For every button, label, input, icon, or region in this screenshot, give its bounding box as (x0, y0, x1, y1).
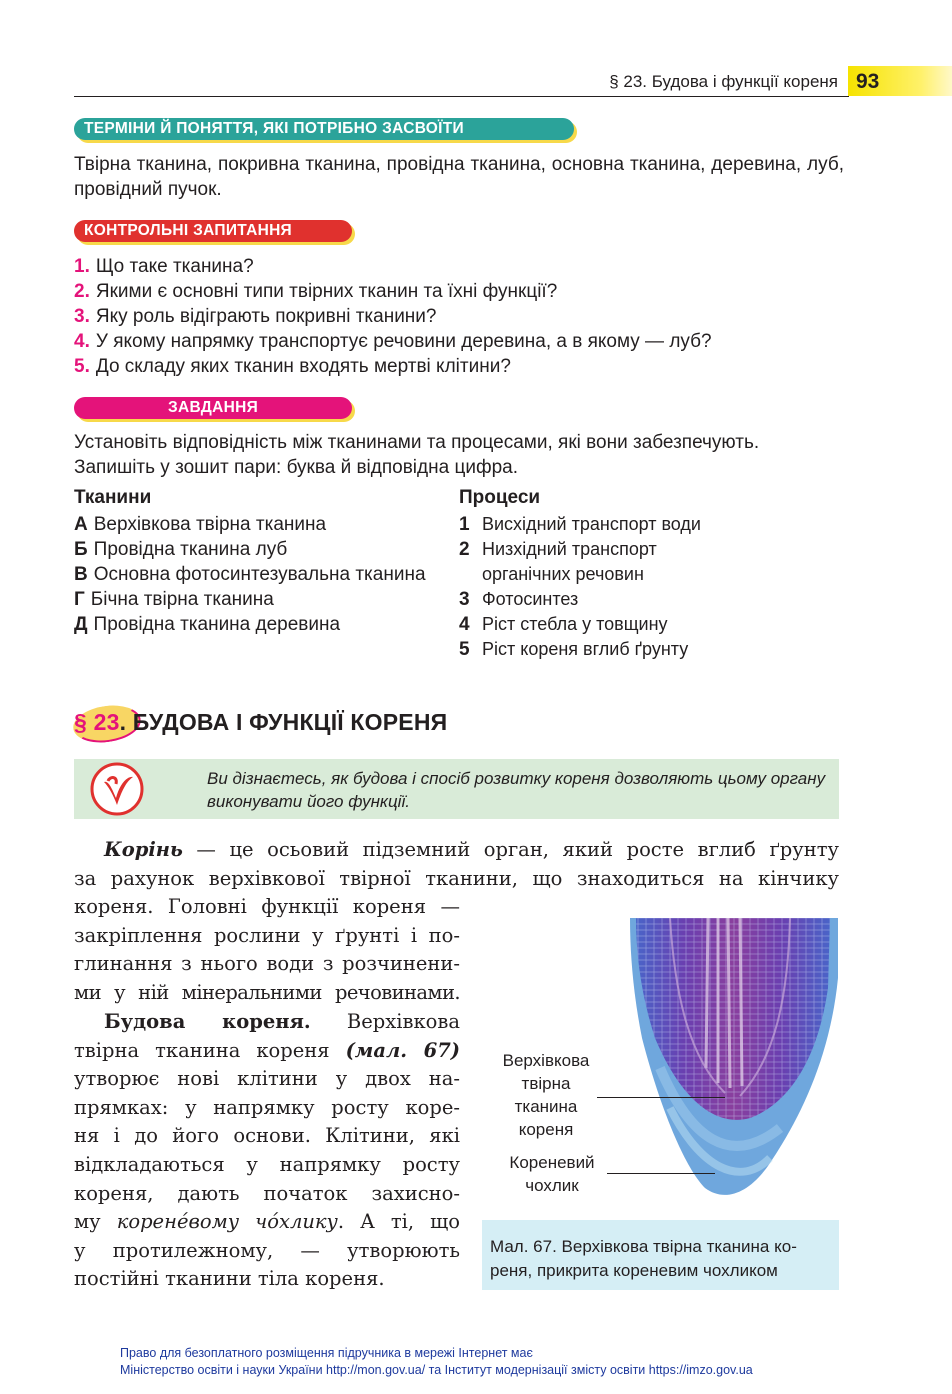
section-title (74, 709, 447, 736)
task-line: Установіть відповідність між тканинами та процесами, які вони забезпечують. (74, 432, 760, 453)
process-text: Ріст стебла у товщину (482, 614, 668, 634)
tissues-list (74, 512, 426, 637)
question-text: У якому напрямку транспортує речовини деревина, а в якому — луб? (95, 331, 712, 352)
body-line: утворює нові клітини у двох на- (74, 1067, 460, 1091)
body-line: у протилежному, — утворюють (74, 1238, 460, 1262)
caption-line: Мал. 67. Верхівкова твірна тканина ко- (490, 1237, 797, 1256)
tissue-item (74, 537, 426, 562)
process-item (459, 512, 701, 537)
body-narrow-paragraph-2 (74, 1008, 460, 1294)
question-item (74, 279, 712, 304)
process-item-continuation: органічних речовин (482, 564, 644, 584)
tissue-text: Верхівкова твірна тканина (93, 514, 327, 535)
figure-caption (490, 1235, 835, 1283)
figure-label-line: Верхівкова (502, 1051, 590, 1070)
process-number: 2 (459, 539, 470, 560)
process-number: 4 (459, 614, 470, 635)
processes-heading: Процеси (459, 487, 541, 508)
tissue-item (74, 562, 426, 587)
root-tip-micrograph (630, 918, 838, 1208)
body-line: відкладаються у напрямку росту (74, 1152, 460, 1176)
body-text: твірна тканина кореня (74, 1038, 330, 1062)
question-number: 5. (74, 356, 90, 377)
tissue-letter: А (74, 514, 88, 535)
terms-text: Твірна тканина, покривна тканина, провідна тканина, основна тканина, деревина, луб, провідний пучок. (74, 154, 844, 200)
section-title-text: . БУДОВА І ФУНКЦІЇ КОРЕНЯ (119, 709, 448, 735)
question-item (74, 354, 712, 379)
term-root: Корінь (104, 838, 183, 861)
question-number: 3. (74, 306, 90, 327)
figure-label-line: твірна (521, 1074, 571, 1093)
task-text (74, 430, 844, 480)
body-line: глинання з нього води з розчинени- (74, 952, 460, 976)
body-line: за рахунок верхівкової твірної тканини, що знаходиться на кінчику (74, 866, 839, 890)
task-heading: ЗАВДАННЯ (74, 397, 352, 419)
body-line (74, 1008, 460, 1037)
tissue-letter: В (74, 564, 88, 585)
tissue-item (74, 587, 426, 612)
body-line: закріплення рослини у ґрунті і по- (74, 923, 460, 947)
process-item (459, 612, 701, 637)
process-text: Фотосинтез (482, 589, 579, 609)
body-line: кореня. Головні функції кореня — (74, 895, 460, 918)
tissue-text: Провідна тканина луб (93, 539, 288, 560)
section-number: § 23 (74, 709, 120, 735)
question-text: Яку роль відіграють покривні тканини? (95, 306, 437, 327)
checkmark-heart-icon (88, 762, 146, 816)
tissue-item (74, 612, 426, 637)
tissue-text: Основна фотосинтезувальна тканина (93, 564, 426, 585)
question-item (74, 329, 712, 354)
process-text: Ріст кореня вглиб ґрунту (482, 639, 689, 659)
process-item (459, 537, 701, 562)
process-number: 3 (459, 589, 470, 610)
figure-label-line: чохлик (525, 1176, 579, 1195)
question-number: 2. (74, 281, 90, 302)
question-item (74, 254, 712, 279)
page-number: 93 (856, 70, 880, 93)
process-number: 1 (459, 514, 470, 535)
body-intro (74, 836, 839, 893)
body-text: Верхівкова (346, 1010, 460, 1033)
body-line (74, 1208, 460, 1237)
process-number: 5 (459, 639, 470, 660)
tissue-item (74, 512, 426, 537)
tissue-letter: Г (74, 589, 85, 610)
process-item (459, 637, 701, 662)
footer-line: Міністерство освіти і науки України http://mon.gov.ua/ та Інститут модернізації змісту освіти https://imzo.gov.ua (120, 1363, 753, 1377)
body-line (74, 1037, 460, 1066)
figure-label-line: Кореневий (509, 1153, 595, 1172)
body-line: ня і до його основи. Клітини, які (74, 1124, 460, 1148)
processes-list (459, 512, 701, 662)
body-narrow-paragraph-1 (74, 893, 460, 1007)
process-item (459, 587, 701, 612)
caption-line: реня, прикрита кореневим чохликом (490, 1261, 778, 1280)
running-title: § 23. Будова і функції кореня (609, 72, 838, 91)
body-text: — це осьовий підземний орган, який росте вглиб ґрунту (196, 838, 839, 861)
header-rule (74, 96, 849, 97)
footer-notice (120, 1345, 753, 1379)
term-root-cap: коренéвому чóхлику (116, 1210, 338, 1234)
figure-label-meristem (494, 1049, 598, 1141)
body-line (74, 836, 839, 865)
process-text: Низхідний транспорт (482, 539, 657, 559)
question-text: Якими є основні типи твірних тканин та їхні функції? (95, 281, 558, 302)
task-line: Запишіть у зошит пари: буква й відповідна цифра. (74, 457, 518, 478)
question-number: 1. (74, 256, 90, 277)
tissue-letter: Б (74, 539, 88, 560)
body-line: ми у ній мінеральними речовинами. (74, 980, 460, 1004)
body-line: прямках: у напрямку росту коре- (74, 1095, 460, 1119)
footer-line: Право для безоплатного розміщення підручника в мережі Інтернет має (120, 1346, 533, 1360)
terms-heading: ТЕРМІНИ Й ПОНЯТТЯ, ЯКІ ПОТРІБНО ЗАСВОЇТИ (74, 118, 574, 140)
questions-heading: КОНТРОЛЬНІ ЗАПИТАННЯ (74, 220, 352, 242)
label-pointer-meristem (597, 1097, 725, 1098)
figure-label-line: кореня (518, 1120, 574, 1139)
questions-list (74, 254, 712, 379)
figure-label-line: тканина (514, 1097, 578, 1116)
body-text: му (74, 1210, 101, 1234)
body-text: . А ті, що (337, 1210, 461, 1234)
question-number: 4. (74, 331, 90, 352)
label-pointer-root-cap (607, 1173, 715, 1174)
process-text: Висхідний транспорт води (482, 514, 701, 534)
question-text: До складу яких тканин входять мертві клітини? (95, 356, 511, 377)
figure-reference: (мал. 67) (345, 1038, 460, 1062)
tissues-heading: Тканини (74, 487, 152, 508)
learn-text: Ви дізнаєтесь, як будова і спосіб розвитку кореня дозволяють цьому органу виконувати його функції. (207, 769, 826, 811)
question-text: Що таке тканина? (95, 256, 254, 277)
tissue-text: Провідна тканина деревина (93, 614, 341, 635)
tissue-letter: Д (74, 614, 88, 635)
question-item (74, 304, 712, 329)
tissue-text: Бічна твірна тканина (90, 589, 274, 610)
subheading: Будова кореня. (104, 1010, 311, 1033)
body-line: кореня, дають початок захисно- (74, 1181, 460, 1205)
figure-label-root-cap (500, 1151, 604, 1197)
body-line: постійні тканини тіла кореня. (74, 1267, 385, 1291)
